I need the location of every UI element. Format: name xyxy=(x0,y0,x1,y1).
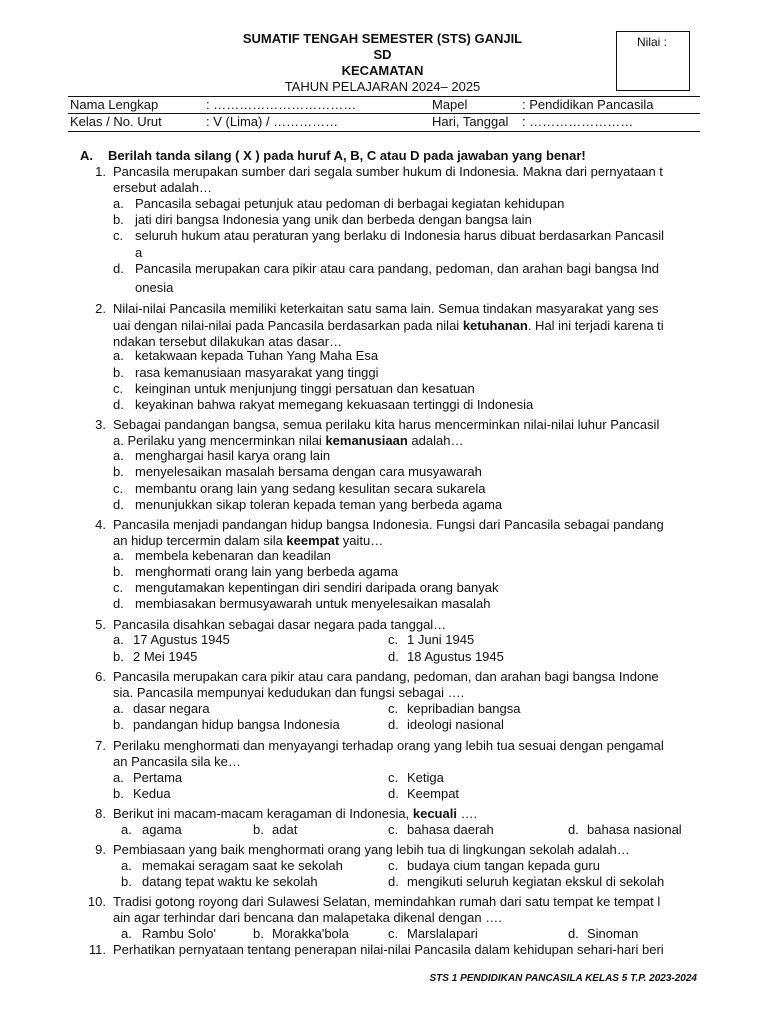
question-text: ersebut adalah… xyxy=(113,180,213,195)
question-text: Berikut ini macam-macam keragaman di Indonesia, kecuali …. xyxy=(113,806,478,821)
info-bottom-rule xyxy=(68,131,700,132)
option-c[interactable]: seluruh hukum atau peraturan yang berlaku di Indonesia harus dibuat berdasarkan Pancasil xyxy=(135,228,665,243)
option-letter: c. xyxy=(113,481,124,496)
question-text: Pancasila disahkan sebagai dasar negara pada tanggal… xyxy=(113,617,447,632)
option-d[interactable]: Pancasila merupakan cara pikir atau cara pandang, pedoman, dan arahan bagi bangsa Ind xyxy=(135,261,659,276)
option-a[interactable]: Rambu Solo' xyxy=(142,926,217,941)
question-number: 1. xyxy=(95,164,106,179)
class-field[interactable]: : V (Lima) / …………… xyxy=(206,114,339,129)
option-c[interactable]: budaya cium tangan kepada guru xyxy=(407,858,600,873)
option-letter: c. xyxy=(388,858,399,873)
option-c-cont: a xyxy=(135,245,143,260)
option-a[interactable]: ketakwaan kepada Tuhan Yang Maha Esa xyxy=(135,348,379,363)
option-letter: b. xyxy=(113,717,124,732)
score-box[interactable] xyxy=(616,31,690,91)
option-letter: a. xyxy=(121,822,132,837)
question-text: Pancasila merupakan sumber dari segala sumber hukum di Indonesia. Makna dari pernyataan t xyxy=(113,164,663,179)
option-letter: d. xyxy=(113,596,124,611)
question-number: 7. xyxy=(95,738,106,753)
option-letter: a. xyxy=(113,448,124,463)
option-d[interactable]: Keempat xyxy=(407,786,460,801)
option-b[interactable]: menghormati orang lain yang berbeda agama xyxy=(135,564,399,579)
option-b[interactable]: adat xyxy=(272,822,298,837)
option-letter: a. xyxy=(121,926,132,941)
question-text: Nilai-nilai Pancasila memiliki keterkaitan satu sama lain. Semua tindakan masyarakat yang ses xyxy=(113,301,659,316)
option-letter: b. xyxy=(253,822,264,837)
option-letter: a. xyxy=(113,196,124,211)
question-number: 9. xyxy=(95,842,106,857)
option-letter: c. xyxy=(388,632,399,647)
option-c[interactable]: mengutamakan kepentingan diri sendiri daripada orang banyak xyxy=(135,580,499,595)
question-text: Perilaku menghormati dan menyayangi terhadap orang yang lebih tua sesuai dengan pengamal xyxy=(113,738,664,753)
option-b[interactable]: Kedua xyxy=(133,786,171,801)
question-number: 3. xyxy=(95,417,106,432)
question-number: 4. xyxy=(95,517,106,532)
option-a[interactable]: menghargai hasil karya orang lain xyxy=(135,448,331,463)
option-c[interactable]: Ketiga xyxy=(407,770,444,785)
question-text: Pancasila menjadi pandangan hidup bangsa Indonesia. Fungsi dari Pancasila sebagai pandang xyxy=(113,517,664,532)
question-number: 2. xyxy=(95,301,106,316)
question-text: Pancasila merupakan cara pikir atau cara pandang, pedoman, dan arahan bagi bangsa Indone xyxy=(113,669,659,684)
score-label: Nilai : xyxy=(637,35,668,49)
option-a[interactable]: memakai seragam saat ke sekolah xyxy=(142,858,343,873)
exam-title: SUMATIF TENGAH SEMESTER (STS) GANJIL xyxy=(242,31,523,46)
option-c[interactable]: Marslalapari xyxy=(407,926,478,941)
question-text: a. Perilaku yang mencerminkan nilai kemanusiaan adalah… xyxy=(113,433,464,448)
option-c[interactable]: keinginan untuk menjunjung tinggi persatuan dan kesatuan xyxy=(135,381,475,396)
option-letter: a. xyxy=(121,858,132,873)
school-level: SD xyxy=(373,47,392,62)
option-b[interactable]: jati diri bangsa Indonesia yang unik dan berbeda dengan bangsa lain xyxy=(135,212,532,227)
page-footer: STS 1 PENDIDIKAN PANCASILA KELAS 5 T.P. 2023-2024 xyxy=(429,973,697,984)
question-number: 5. xyxy=(95,617,106,632)
option-letter: b. xyxy=(113,365,124,380)
option-a[interactable]: Pancasila sebagai petunjuk atau pedoman di berbagai kegiatan kehidupan xyxy=(135,196,565,211)
option-a[interactable]: agama xyxy=(142,822,182,837)
option-d-cont: onesia xyxy=(135,280,174,295)
option-letter: d. xyxy=(568,926,579,941)
question-number: 6. xyxy=(95,669,106,684)
question-text: Tradisi gotong royong dari Sulawesi Selatan, memindahkan rumah dari satu tempat ke tempat l xyxy=(113,894,661,909)
date-label: Hari, Tanggal xyxy=(432,114,509,129)
option-letter: d. xyxy=(113,397,124,412)
option-a[interactable]: 17 Agustus 1945 xyxy=(133,632,230,647)
option-d[interactable]: 18 Agustus 1945 xyxy=(407,649,504,664)
option-d[interactable]: keyakinan bahwa rakyat memegang kekuasaan tertinggi di Indonesia xyxy=(135,397,534,412)
question-text: sia. Pancasila mempunyai kedudukan dan fungsi sebagai …. xyxy=(113,685,465,700)
option-letter: d. xyxy=(388,786,399,801)
option-c[interactable]: kepribadian bangsa xyxy=(407,701,521,716)
class-label: Kelas / No. Urut xyxy=(70,114,162,129)
option-letter: a. xyxy=(113,770,124,785)
option-letter: d. xyxy=(388,649,399,664)
option-letter: c. xyxy=(388,822,399,837)
name-label: Nama Lengkap xyxy=(70,97,159,112)
option-b[interactable]: rasa kemanusiaan masyarakat yang tinggi xyxy=(135,365,379,380)
option-letter: b. xyxy=(113,464,124,479)
option-letter: b. xyxy=(113,564,124,579)
option-c[interactable]: 1 Juni 1945 xyxy=(407,632,475,647)
question-text: ndakan tersebut dilakukan atas dasar… xyxy=(113,334,343,349)
question-text: uai dengan nilai-nilai pada Pancasila berdasarkan pada nilai ketuhanan. Hal ini terjadi karena ti xyxy=(113,318,664,333)
option-letter: c. xyxy=(388,701,399,716)
option-a[interactable]: Pertama xyxy=(133,770,183,785)
option-a[interactable]: membela kebenaran dan keadilan xyxy=(135,548,331,563)
option-letter: d. xyxy=(113,497,124,512)
question-text: Perhatikan pernyataan tentang penerapan nilai-nilai Pancasila dalam kehidupan sehari-hari beri xyxy=(113,942,664,957)
option-letter: a. xyxy=(113,701,124,716)
question-text: Pembiasaan yang baik menghormati orang yang lebih tua di lingkungan sekolah adalah… xyxy=(113,842,630,857)
option-c[interactable]: bahasa daerah xyxy=(407,822,494,837)
option-letter: c. xyxy=(113,228,124,243)
academic-year: TAHUN PELAJARAN 2024– 2025 xyxy=(284,79,481,94)
option-letter: b. xyxy=(253,926,264,941)
section-instruction: Berilah tanda silang ( X ) pada huruf A, B, C atau D pada jawaban yang benar! xyxy=(108,148,586,163)
option-d[interactable]: menunjukkan sikap toleran kepada teman yang berbeda agama xyxy=(135,497,503,512)
name-field[interactable]: : …………………………… xyxy=(206,97,357,112)
date-field[interactable]: : …………………… xyxy=(522,114,634,129)
question-text: an hidup tercermin dalam sila keempat yaitu… xyxy=(113,533,384,548)
option-letter: c. xyxy=(113,381,124,396)
option-letter: c. xyxy=(113,580,124,595)
option-d[interactable]: Sinoman xyxy=(587,926,639,941)
question-number: 11. xyxy=(88,942,106,957)
section-marker: A. xyxy=(80,148,93,163)
option-d[interactable]: membiasakan bermusyawarah untuk menyelesaikan masalah xyxy=(135,596,491,611)
option-letter: b. xyxy=(121,874,132,889)
option-b[interactable]: pandangan hidup bangsa Indonesia xyxy=(133,717,340,732)
option-letter: c. xyxy=(388,770,399,785)
option-letter: a. xyxy=(113,348,124,363)
option-letter: b. xyxy=(113,786,124,801)
option-b[interactable]: menyelesaikan masalah bersama dengan cara musyawarah xyxy=(135,464,482,479)
option-b[interactable]: Morakka'bola xyxy=(272,926,349,941)
option-d[interactable]: mengikuti seluruh kegiatan ekskul di sekolah xyxy=(407,874,665,889)
option-letter: d. xyxy=(388,874,399,889)
option-letter: a. xyxy=(113,548,124,563)
question-text: ain agar terhindar dari bencana dan malapetaka dikenal dengan …. xyxy=(113,910,502,925)
option-a[interactable]: dasar negara xyxy=(133,701,210,716)
subject-label: Mapel xyxy=(432,97,468,112)
option-letter: d. xyxy=(568,822,579,837)
option-b[interactable]: datang tepat waktu ke sekolah xyxy=(142,874,318,889)
option-d[interactable]: bahasa nasional xyxy=(587,822,682,837)
option-c[interactable]: membantu orang lain yang sedang kesulitan secara sukarela xyxy=(135,481,486,496)
option-letter: d. xyxy=(388,717,399,732)
question-text: an Pancasila sila ke… xyxy=(113,754,241,769)
question-number: 8. xyxy=(95,806,106,821)
option-letter: a. xyxy=(113,632,124,647)
district-label: KECAMATAN xyxy=(341,63,424,78)
option-letter: c. xyxy=(388,926,399,941)
option-letter: b. xyxy=(113,212,124,227)
option-letter: d. xyxy=(113,261,124,276)
question-number: 10. xyxy=(87,894,106,909)
option-letter: b. xyxy=(113,649,124,664)
option-b[interactable]: 2 Mei 1945 xyxy=(133,649,198,664)
question-text: Sebagai pandangan bangsa, semua perilaku kita harus mencerminkan nilai-nilai luhur Pancasil xyxy=(113,417,660,432)
subject-value: : Pendidikan Pancasila xyxy=(522,97,654,112)
option-d[interactable]: ideologi nasional xyxy=(407,717,504,732)
